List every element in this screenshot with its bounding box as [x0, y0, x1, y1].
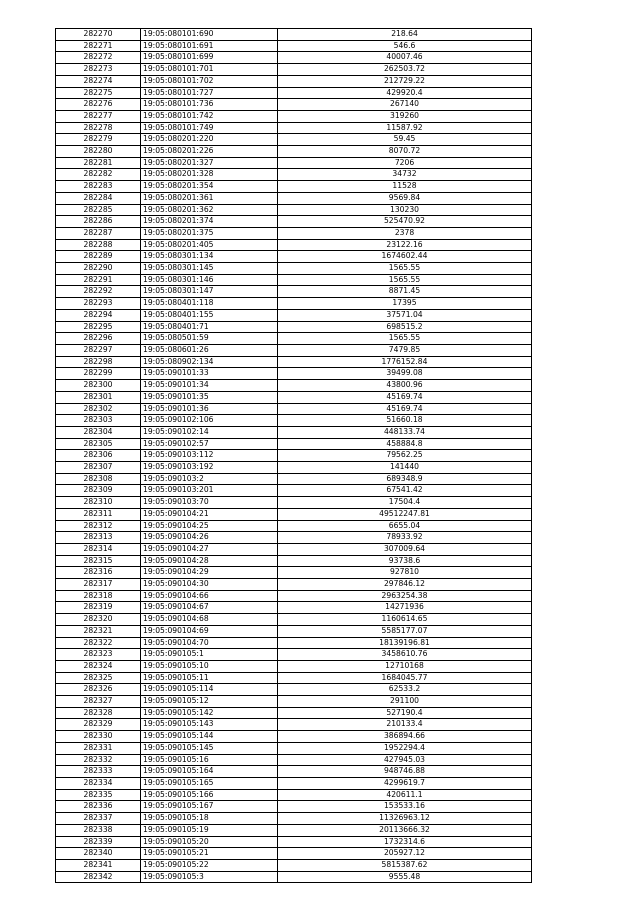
row-number-cell: 282302	[56, 403, 141, 415]
data-table-container	[55, 28, 531, 883]
cadastral-number-cell: 19:05:090105:22	[141, 859, 278, 871]
cadastral-number-cell: 19:05:090104:29	[141, 567, 278, 579]
table-row	[56, 426, 532, 438]
value-cell: 546.6	[278, 40, 532, 52]
cadastral-number-cell: 19:05:090104:69	[141, 625, 278, 637]
value-cell: 43800.96	[278, 380, 532, 392]
cadastral-number-cell: 19:05:090102:106	[141, 415, 278, 427]
cadastral-number-cell: 19:05:090101:35	[141, 391, 278, 403]
row-number-cell: 282310	[56, 497, 141, 509]
cadastral-number-cell: 19:05:080201:226	[141, 146, 278, 158]
row-number-cell: 282272	[56, 52, 141, 64]
row-number-cell: 282293	[56, 298, 141, 310]
table-row	[56, 473, 532, 485]
cadastral-number-cell: 19:05:090104:67	[141, 602, 278, 614]
table-row	[56, 754, 532, 766]
table-row	[56, 192, 532, 204]
row-number-cell: 282309	[56, 485, 141, 497]
row-number-cell: 282341	[56, 859, 141, 871]
row-number-cell: 282283	[56, 181, 141, 193]
row-number-cell: 282292	[56, 286, 141, 298]
row-number-cell: 282326	[56, 684, 141, 696]
table-row	[56, 239, 532, 251]
table-row	[56, 204, 532, 216]
row-number-cell: 282276	[56, 99, 141, 111]
cadastral-number-cell: 19:05:080201:220	[141, 134, 278, 146]
table-row	[56, 778, 532, 790]
row-number-cell: 282271	[56, 40, 141, 52]
value-cell: 212729.22	[278, 75, 532, 87]
value-cell: 6655.04	[278, 520, 532, 532]
cadastral-number-cell: 19:05:080301:147	[141, 286, 278, 298]
value-cell: 51660.18	[278, 415, 532, 427]
table-row	[56, 415, 532, 427]
table-row	[56, 391, 532, 403]
table-row	[56, 403, 532, 415]
value-cell: 37571.04	[278, 309, 532, 321]
table-row	[56, 614, 532, 626]
cadastral-value-table	[55, 28, 532, 883]
cadastral-number-cell: 19:05:090104:25	[141, 520, 278, 532]
value-cell: 62533.2	[278, 684, 532, 696]
value-cell: 319260	[278, 110, 532, 122]
value-cell: 427945.03	[278, 754, 532, 766]
cadastral-number-cell: 19:05:080201:375	[141, 227, 278, 239]
cadastral-number-cell: 19:05:090101:36	[141, 403, 278, 415]
table-row	[56, 64, 532, 76]
table-row	[56, 368, 532, 380]
row-number-cell: 282282	[56, 169, 141, 181]
table-row	[56, 555, 532, 567]
value-cell: 3458610.76	[278, 649, 532, 661]
row-number-cell: 282294	[56, 309, 141, 321]
value-cell: 78933.92	[278, 532, 532, 544]
row-number-cell: 282290	[56, 263, 141, 275]
table-row	[56, 146, 532, 158]
row-number-cell: 282318	[56, 590, 141, 602]
value-cell: 9555.48	[278, 871, 532, 883]
value-cell: 948746.88	[278, 766, 532, 778]
value-cell: 698515.2	[278, 321, 532, 333]
row-number-cell: 282335	[56, 789, 141, 801]
cadastral-number-cell: 19:05:080301:145	[141, 263, 278, 275]
row-number-cell: 282328	[56, 707, 141, 719]
value-cell: 1952294.4	[278, 742, 532, 754]
value-cell: 7206	[278, 157, 532, 169]
row-number-cell: 282306	[56, 450, 141, 462]
value-cell: 17504.4	[278, 497, 532, 509]
row-number-cell: 282287	[56, 227, 141, 239]
value-cell: 525470.92	[278, 216, 532, 228]
value-cell: 40007.46	[278, 52, 532, 64]
table-row	[56, 99, 532, 111]
row-number-cell: 282329	[56, 719, 141, 731]
value-cell: 2963254.38	[278, 590, 532, 602]
value-cell: 458884.8	[278, 438, 532, 450]
row-number-cell: 282296	[56, 333, 141, 345]
cadastral-number-cell: 19:05:080101:690	[141, 29, 278, 41]
value-cell: 4299619.7	[278, 778, 532, 790]
value-cell: 291100	[278, 696, 532, 708]
row-number-cell: 282270	[56, 29, 141, 41]
row-number-cell: 282308	[56, 473, 141, 485]
value-cell: 8871.45	[278, 286, 532, 298]
table-row	[56, 836, 532, 848]
cadastral-number-cell: 19:05:080101:727	[141, 87, 278, 99]
value-cell: 5815387.62	[278, 859, 532, 871]
table-row	[56, 731, 532, 743]
table-row	[56, 660, 532, 672]
value-cell: 14271936	[278, 602, 532, 614]
row-number-cell: 282311	[56, 508, 141, 520]
row-number-cell: 282295	[56, 321, 141, 333]
value-cell: 45169.74	[278, 391, 532, 403]
table-row	[56, 766, 532, 778]
cadastral-number-cell: 19:05:090105:166	[141, 789, 278, 801]
row-number-cell: 282327	[56, 696, 141, 708]
table-row	[56, 216, 532, 228]
row-number-cell: 282314	[56, 543, 141, 555]
row-number-cell: 282286	[56, 216, 141, 228]
row-number-cell: 282334	[56, 778, 141, 790]
cadastral-number-cell: 19:05:090102:57	[141, 438, 278, 450]
value-cell: 1684045.77	[278, 672, 532, 684]
value-cell: 1565.55	[278, 263, 532, 275]
cadastral-number-cell: 19:05:090102:14	[141, 426, 278, 438]
value-cell: 205927.12	[278, 848, 532, 860]
cadastral-number-cell: 19:05:080101:742	[141, 110, 278, 122]
value-cell: 429920.4	[278, 87, 532, 99]
row-number-cell: 282325	[56, 672, 141, 684]
row-number-cell: 282288	[56, 239, 141, 251]
row-number-cell: 282338	[56, 824, 141, 836]
cadastral-number-cell: 19:05:090101:34	[141, 380, 278, 392]
cadastral-number-cell: 19:05:090105:167	[141, 801, 278, 813]
table-row	[56, 227, 532, 239]
cadastral-number-cell: 19:05:090103:201	[141, 485, 278, 497]
row-number-cell: 282307	[56, 462, 141, 474]
table-row	[56, 321, 532, 333]
cadastral-number-cell: 19:05:080902:134	[141, 356, 278, 368]
row-number-cell: 282339	[56, 836, 141, 848]
table-row	[56, 567, 532, 579]
row-number-cell: 282332	[56, 754, 141, 766]
row-number-cell: 282303	[56, 415, 141, 427]
value-cell: 689348.9	[278, 473, 532, 485]
value-cell: 262503.72	[278, 64, 532, 76]
row-number-cell: 282342	[56, 871, 141, 883]
row-number-cell: 282319	[56, 602, 141, 614]
table-row	[56, 696, 532, 708]
row-number-cell: 282315	[56, 555, 141, 567]
table-body	[56, 29, 532, 883]
cadastral-number-cell: 19:05:080101:701	[141, 64, 278, 76]
table-row	[56, 309, 532, 321]
table-row	[56, 462, 532, 474]
table-row	[56, 602, 532, 614]
value-cell: 59.45	[278, 134, 532, 146]
cadastral-number-cell: 19:05:090105:3	[141, 871, 278, 883]
cadastral-number-cell: 19:05:080301:146	[141, 274, 278, 286]
table-row	[56, 859, 532, 871]
cadastral-number-cell: 19:05:090105:165	[141, 778, 278, 790]
cadastral-number-cell: 19:05:090104:27	[141, 543, 278, 555]
cadastral-number-cell: 19:05:080101:702	[141, 75, 278, 87]
table-row	[56, 649, 532, 661]
value-cell: 11326963.12	[278, 813, 532, 825]
table-row	[56, 251, 532, 263]
value-cell: 18139196.81	[278, 637, 532, 649]
cadastral-number-cell: 19:05:090104:68	[141, 614, 278, 626]
cadastral-number-cell: 19:05:080501:59	[141, 333, 278, 345]
cadastral-number-cell: 19:05:090105:114	[141, 684, 278, 696]
table-row	[56, 450, 532, 462]
row-number-cell: 282337	[56, 813, 141, 825]
table-row	[56, 438, 532, 450]
row-number-cell: 282317	[56, 579, 141, 591]
row-number-cell: 282336	[56, 801, 141, 813]
table-row	[56, 110, 532, 122]
row-number-cell: 282277	[56, 110, 141, 122]
value-cell: 9569.84	[278, 192, 532, 204]
value-cell: 927810	[278, 567, 532, 579]
value-cell: 45169.74	[278, 403, 532, 415]
value-cell: 12710168	[278, 660, 532, 672]
value-cell: 67541.42	[278, 485, 532, 497]
row-number-cell: 282275	[56, 87, 141, 99]
table-row	[56, 532, 532, 544]
value-cell: 20113666.32	[278, 824, 532, 836]
cadastral-number-cell: 19:05:080401:155	[141, 309, 278, 321]
cadastral-number-cell: 19:05:080101:691	[141, 40, 278, 52]
cadastral-number-cell: 19:05:090103:70	[141, 497, 278, 509]
row-number-cell: 282304	[56, 426, 141, 438]
cadastral-number-cell: 19:05:080301:134	[141, 251, 278, 263]
cadastral-number-cell: 19:05:090105:1	[141, 649, 278, 661]
row-number-cell: 282289	[56, 251, 141, 263]
cadastral-number-cell: 19:05:080601:26	[141, 344, 278, 356]
table-row	[56, 813, 532, 825]
table-row	[56, 579, 532, 591]
row-number-cell: 282313	[56, 532, 141, 544]
cadastral-number-cell: 19:05:080201:362	[141, 204, 278, 216]
cadastral-number-cell: 19:05:090105:21	[141, 848, 278, 860]
row-number-cell: 282312	[56, 520, 141, 532]
table-row	[56, 29, 532, 41]
value-cell: 307009.64	[278, 543, 532, 555]
value-cell: 448133.74	[278, 426, 532, 438]
value-cell: 1565.55	[278, 274, 532, 286]
cadastral-number-cell: 19:05:080201:328	[141, 169, 278, 181]
cadastral-number-cell: 19:05:090105:12	[141, 696, 278, 708]
table-row	[56, 274, 532, 286]
table-row	[56, 637, 532, 649]
table-row	[56, 497, 532, 509]
cadastral-number-cell: 19:05:080201:354	[141, 181, 278, 193]
cadastral-number-cell: 19:05:090105:20	[141, 836, 278, 848]
value-cell: 7479.85	[278, 344, 532, 356]
row-number-cell: 282278	[56, 122, 141, 134]
value-cell: 1160614.65	[278, 614, 532, 626]
table-row	[56, 298, 532, 310]
table-row	[56, 543, 532, 555]
row-number-cell: 282322	[56, 637, 141, 649]
cadastral-number-cell: 19:05:080101:749	[141, 122, 278, 134]
row-number-cell: 282333	[56, 766, 141, 778]
table-row	[56, 157, 532, 169]
cadastral-number-cell: 19:05:090104:70	[141, 637, 278, 649]
value-cell: 1776152.84	[278, 356, 532, 368]
table-row	[56, 181, 532, 193]
row-number-cell: 282340	[56, 848, 141, 860]
row-number-cell: 282301	[56, 391, 141, 403]
table-row	[56, 801, 532, 813]
row-number-cell: 282299	[56, 368, 141, 380]
table-row	[56, 286, 532, 298]
table-row	[56, 672, 532, 684]
value-cell: 17395	[278, 298, 532, 310]
table-row	[56, 344, 532, 356]
row-number-cell: 282331	[56, 742, 141, 754]
value-cell: 130230	[278, 204, 532, 216]
row-number-cell: 282298	[56, 356, 141, 368]
cadastral-number-cell: 19:05:090105:11	[141, 672, 278, 684]
cadastral-number-cell: 19:05:090105:143	[141, 719, 278, 731]
value-cell: 420611.1	[278, 789, 532, 801]
table-row	[56, 122, 532, 134]
table-row	[56, 169, 532, 181]
cadastral-number-cell: 19:05:080201:405	[141, 239, 278, 251]
value-cell: 49512247.81	[278, 508, 532, 520]
cadastral-number-cell: 19:05:090105:10	[141, 660, 278, 672]
value-cell: 218.64	[278, 29, 532, 41]
row-number-cell: 282284	[56, 192, 141, 204]
cadastral-number-cell: 19:05:080201:361	[141, 192, 278, 204]
row-number-cell: 282273	[56, 64, 141, 76]
value-cell: 11528	[278, 181, 532, 193]
table-row	[56, 40, 532, 52]
value-cell: 8070.72	[278, 146, 532, 158]
row-number-cell: 282281	[56, 157, 141, 169]
cadastral-number-cell: 19:05:090104:21	[141, 508, 278, 520]
value-cell: 1732314.6	[278, 836, 532, 848]
cadastral-number-cell: 19:05:090104:28	[141, 555, 278, 567]
cadastral-number-cell: 19:05:090103:2	[141, 473, 278, 485]
row-number-cell: 282323	[56, 649, 141, 661]
row-number-cell: 282297	[56, 344, 141, 356]
cadastral-number-cell: 19:05:090104:26	[141, 532, 278, 544]
cadastral-number-cell: 19:05:090105:144	[141, 731, 278, 743]
value-cell: 141440	[278, 462, 532, 474]
cadastral-number-cell: 19:05:080101:736	[141, 99, 278, 111]
table-row	[56, 871, 532, 883]
cadastral-number-cell: 19:05:080201:327	[141, 157, 278, 169]
cadastral-number-cell: 19:05:090105:142	[141, 707, 278, 719]
value-cell: 79562.25	[278, 450, 532, 462]
table-row	[56, 263, 532, 275]
table-row	[56, 789, 532, 801]
table-row	[56, 87, 532, 99]
cadastral-number-cell: 19:05:090103:192	[141, 462, 278, 474]
row-number-cell: 282279	[56, 134, 141, 146]
cadastral-number-cell: 19:05:080201:374	[141, 216, 278, 228]
table-row	[56, 684, 532, 696]
table-row	[56, 824, 532, 836]
cadastral-number-cell: 19:05:090105:145	[141, 742, 278, 754]
value-cell: 23122.16	[278, 239, 532, 251]
cadastral-number-cell: 19:05:080401:118	[141, 298, 278, 310]
table-row	[56, 719, 532, 731]
cadastral-number-cell: 19:05:080101:699	[141, 52, 278, 64]
cadastral-number-cell: 19:05:090105:164	[141, 766, 278, 778]
table-row	[56, 590, 532, 602]
table-row	[56, 485, 532, 497]
table-row	[56, 333, 532, 345]
table-row	[56, 75, 532, 87]
row-number-cell: 282320	[56, 614, 141, 626]
value-cell: 210133.4	[278, 719, 532, 731]
cadastral-number-cell: 19:05:090104:66	[141, 590, 278, 602]
table-row	[56, 742, 532, 754]
table-row	[56, 508, 532, 520]
table-row	[56, 520, 532, 532]
table-row	[56, 356, 532, 368]
row-number-cell: 282305	[56, 438, 141, 450]
table-row	[56, 52, 532, 64]
value-cell: 34732	[278, 169, 532, 181]
table-row	[56, 134, 532, 146]
value-cell: 1565.55	[278, 333, 532, 345]
value-cell: 297846.12	[278, 579, 532, 591]
row-number-cell: 282300	[56, 380, 141, 392]
value-cell: 2378	[278, 227, 532, 239]
value-cell: 153533.16	[278, 801, 532, 813]
cadastral-number-cell: 19:05:090101:33	[141, 368, 278, 380]
value-cell: 1674602.44	[278, 251, 532, 263]
row-number-cell: 282316	[56, 567, 141, 579]
table-row	[56, 380, 532, 392]
row-number-cell: 282330	[56, 731, 141, 743]
cadastral-number-cell: 19:05:090105:18	[141, 813, 278, 825]
row-number-cell: 282274	[56, 75, 141, 87]
cadastral-number-cell: 19:05:090104:30	[141, 579, 278, 591]
value-cell: 267140	[278, 99, 532, 111]
value-cell: 386894.66	[278, 731, 532, 743]
value-cell: 5585177.07	[278, 625, 532, 637]
value-cell: 93738.6	[278, 555, 532, 567]
row-number-cell: 282321	[56, 625, 141, 637]
cadastral-number-cell: 19:05:090105:19	[141, 824, 278, 836]
table-row	[56, 707, 532, 719]
value-cell: 39499.08	[278, 368, 532, 380]
cadastral-number-cell: 19:05:090103:112	[141, 450, 278, 462]
value-cell: 11587.92	[278, 122, 532, 134]
row-number-cell: 282280	[56, 146, 141, 158]
cadastral-number-cell: 19:05:090105:16	[141, 754, 278, 766]
row-number-cell: 282324	[56, 660, 141, 672]
table-row	[56, 848, 532, 860]
cadastral-number-cell: 19:05:080401:71	[141, 321, 278, 333]
row-number-cell: 282291	[56, 274, 141, 286]
table-row	[56, 625, 532, 637]
value-cell: 527190.4	[278, 707, 532, 719]
row-number-cell: 282285	[56, 204, 141, 216]
